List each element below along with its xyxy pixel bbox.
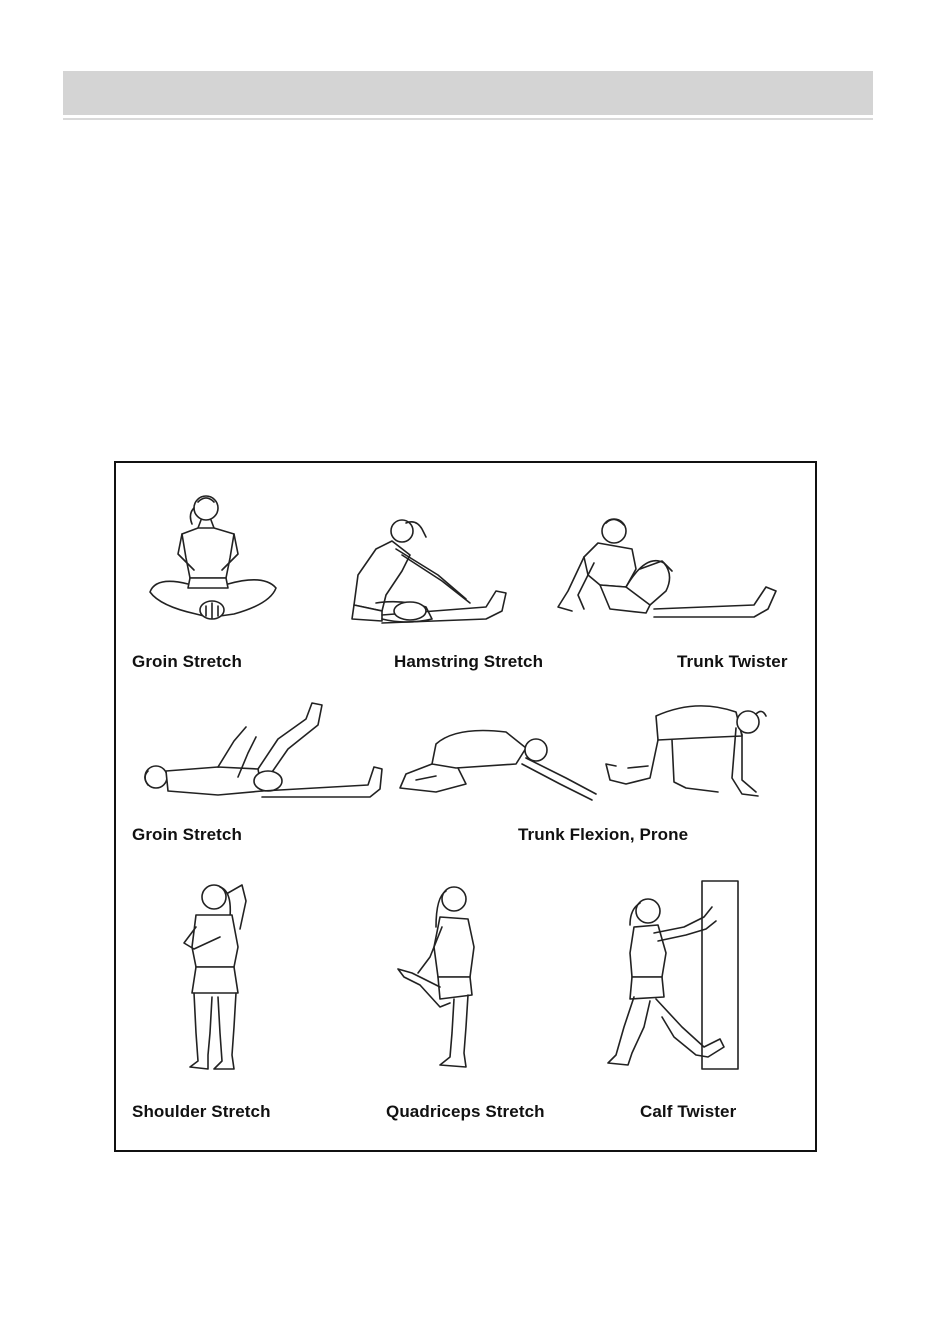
standing-arm-behind-figure bbox=[162, 877, 272, 1077]
header-bar bbox=[63, 71, 873, 115]
stretching-exercises-figure bbox=[114, 461, 817, 1152]
header-divider bbox=[63, 118, 873, 120]
exercise-caption: Trunk Twister bbox=[677, 652, 788, 671]
seated-twist-figure bbox=[554, 513, 784, 623]
kneeling-flexion-figures bbox=[396, 688, 786, 808]
wall-push-figure bbox=[604, 877, 754, 1077]
exercise-caption: Groin Stretch bbox=[132, 825, 242, 844]
seated-butterfly-figure bbox=[146, 488, 286, 628]
exercise-caption: Groin Stretch bbox=[132, 652, 242, 671]
seated-reach-figure bbox=[346, 515, 516, 625]
exercise-caption: Trunk Flexion, Prone bbox=[518, 825, 689, 844]
exercise-caption: Calf Twister bbox=[640, 1102, 737, 1121]
standing-quad-figure bbox=[390, 877, 500, 1077]
exercise-caption: Quadriceps Stretch bbox=[386, 1102, 545, 1121]
supine-leg-pull-figure bbox=[138, 697, 386, 807]
exercise-caption: Hamstring Stretch bbox=[394, 652, 544, 671]
exercise-caption: Shoulder Stretch bbox=[132, 1102, 271, 1121]
